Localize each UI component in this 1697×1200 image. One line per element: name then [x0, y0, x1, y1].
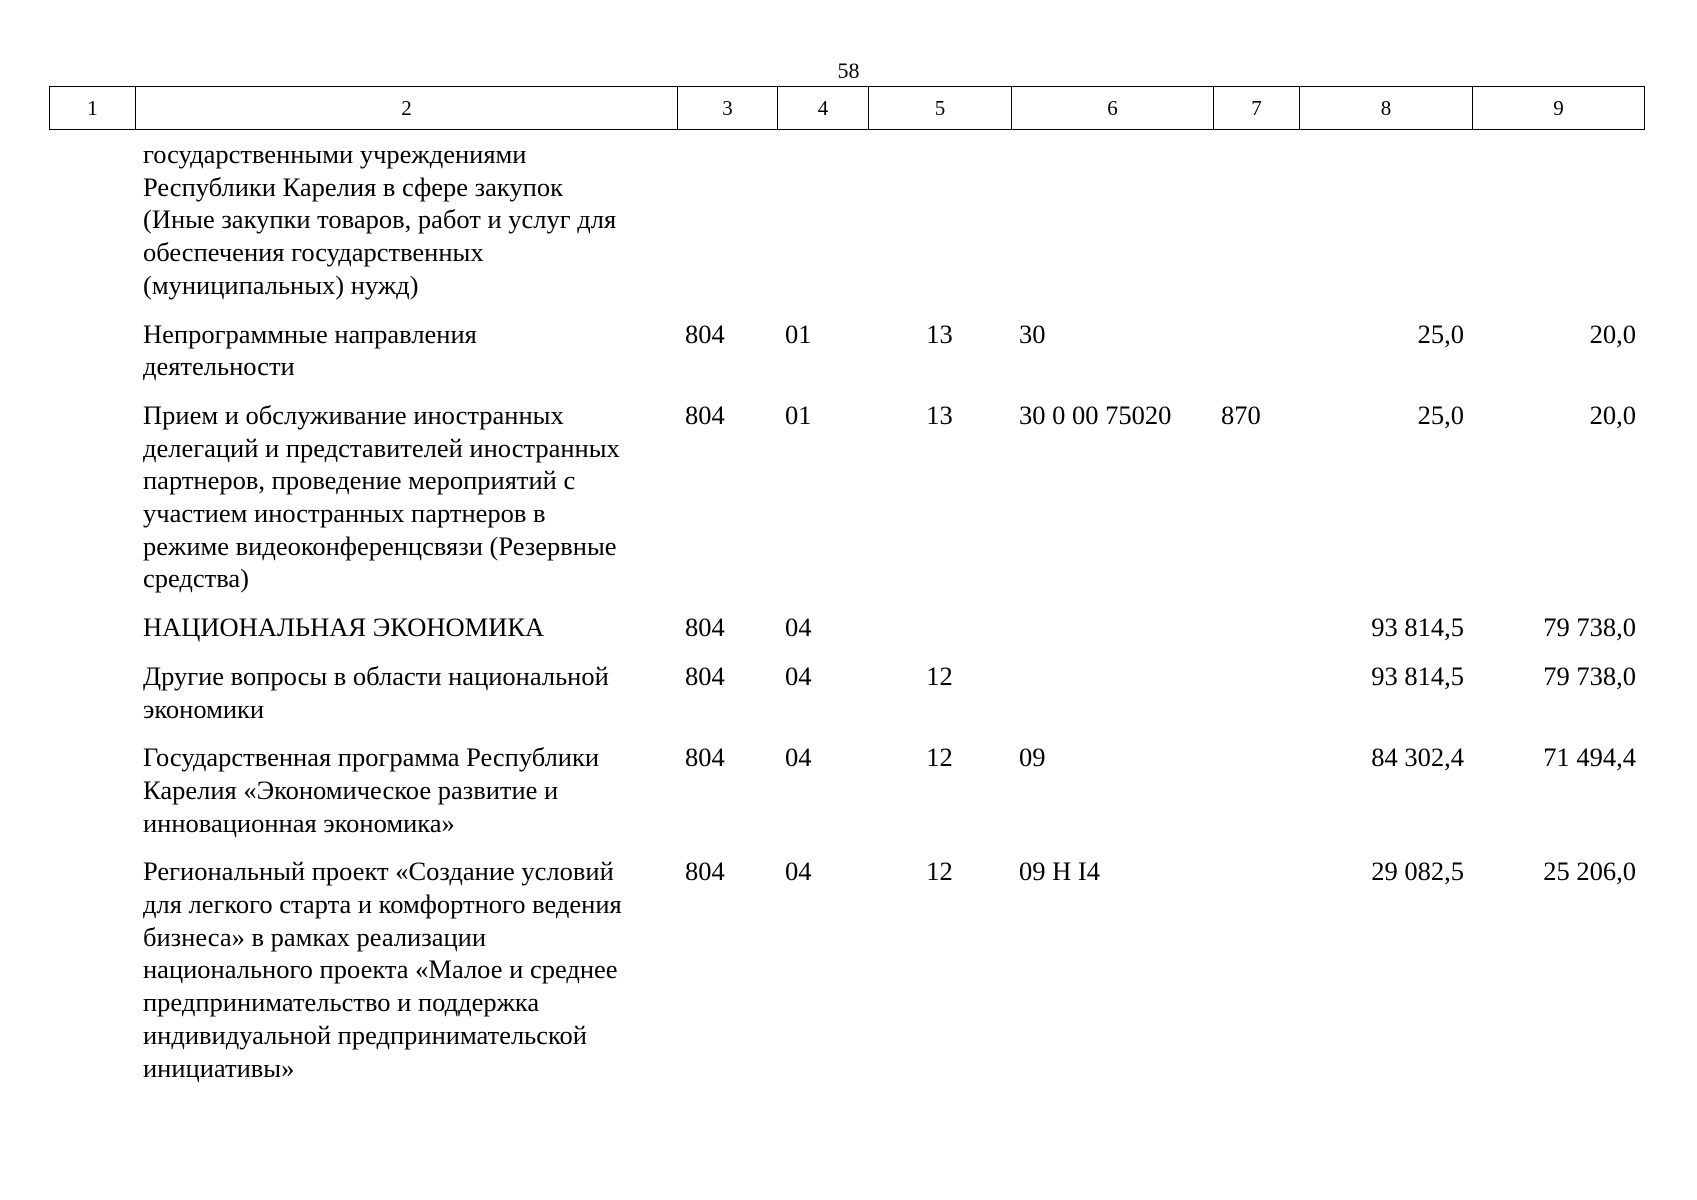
row-amount-year-2: 20,0	[1589, 318, 1636, 349]
table-row	[49, 611, 1644, 660]
header-col-2: 2	[136, 87, 678, 130]
row-amount-year-1: 25,0	[1417, 318, 1464, 349]
row-section-code: 04	[785, 660, 812, 691]
row-description: Непрограммные направления деятельности	[143, 318, 477, 382]
row-target-article	[1011, 660, 1213, 741]
table-row	[49, 399, 1644, 611]
header-col-9: 9	[1473, 87, 1645, 130]
row-description: Региональный проект «Создание условий для легкого старта и комфортного ведения бизнеса» в рамках реализации национального проекта «Малое и среднее предпринимательство и поддержка индивидуальной предпринимательской инициативы»	[143, 856, 622, 1083]
row-subsection-code: 12	[926, 742, 953, 773]
row-target-article: 09	[1019, 742, 1046, 773]
row-amount-year-2: 20,0	[1589, 399, 1636, 430]
row-amount-year-1: 25,0	[1417, 399, 1464, 430]
row-description: Другие вопросы в области национальной экономики	[143, 660, 609, 724]
row-target-article: 30	[1019, 318, 1046, 349]
row-amount-year-2: 25 206,0	[1543, 856, 1636, 887]
row-expense-type	[1213, 741, 1299, 855]
row-amount-year-2: 71 494,4	[1543, 742, 1636, 773]
row-description: Государственная программа Республики Карелия «Экономическое развитие и инновационная экономика»	[143, 742, 600, 838]
row-description: государственными учреждениями Республики Карелия в сфере закупок (Иные закупки товаров, работ и услуг для обеспечения государственных (муниципальных) нужд)	[143, 139, 617, 300]
table-row	[49, 855, 1644, 1100]
row-ministry-code: 804	[685, 660, 725, 691]
row-section-code: 04	[785, 856, 812, 887]
row-amount-year-1: 93 814,5	[1371, 660, 1464, 691]
table-row	[49, 660, 1644, 741]
header-col-8: 8	[1300, 87, 1473, 130]
row-ministry-code	[677, 138, 777, 318]
header-col-7: 7	[1214, 87, 1300, 130]
row-expense-type	[1213, 611, 1299, 660]
row-section-code: 01	[785, 318, 812, 349]
row-amount-year-2: 79 738,0	[1543, 660, 1636, 691]
row-ministry-code: 804	[685, 742, 725, 773]
row-expense-type	[1213, 855, 1299, 1100]
row-amount-year-1: 29 082,5	[1371, 856, 1464, 887]
row-subsection-code	[868, 138, 1011, 318]
budget-table	[49, 138, 1644, 1100]
row-expense-type: 870	[1221, 399, 1261, 430]
row-ministry-code: 804	[685, 318, 725, 349]
row-subsection-code: 12	[926, 856, 953, 887]
row-description: НАЦИОНАЛЬНАЯ ЭКОНОМИКА	[143, 612, 545, 643]
row-subsection-code: 13	[926, 318, 953, 349]
row-target-article	[1011, 611, 1213, 660]
row-section-code	[777, 138, 868, 318]
row-target-article	[1011, 138, 1213, 318]
row-subsection-code: 12	[926, 660, 953, 691]
row-expense-type	[1213, 138, 1299, 318]
row-target-article: 30 0 00 75020	[1019, 399, 1172, 430]
row-section-code: 04	[785, 742, 812, 773]
row-subsection-code: 13	[926, 399, 953, 430]
row-target-article: 09 Н I4	[1019, 856, 1100, 887]
row-expense-type	[1213, 660, 1299, 741]
row-ministry-code: 804	[685, 856, 725, 887]
row-ministry-code: 804	[685, 399, 725, 430]
header-col-5: 5	[869, 87, 1012, 130]
page-number: 58	[837, 58, 860, 83]
row-amount-year-1: 93 814,5	[1371, 612, 1464, 643]
table-row	[49, 138, 1644, 318]
header-col-1: 1	[50, 87, 136, 130]
row-amount-year-2: 79 738,0	[1543, 612, 1636, 643]
row-amount-year-1	[1299, 138, 1472, 318]
row-amount-year-2	[1472, 138, 1644, 318]
row-section-code: 01	[785, 399, 812, 430]
row-description: Прием и обслуживание иностранных делегаций и представителей иностранных партнеров, проведение мероприятий с участием иностранных партнеров в режиме видеоконференцсвязи (Резервные средства)	[143, 399, 620, 594]
row-subsection-code	[868, 611, 1011, 660]
header-col-3: 3	[678, 87, 778, 130]
table-row	[49, 741, 1644, 855]
row-section-code: 04	[785, 612, 812, 643]
header-col-4: 4	[778, 87, 869, 130]
row-ministry-code: 804	[685, 612, 725, 643]
column-number-header	[49, 86, 1645, 130]
table-row	[49, 318, 1644, 399]
header-col-6: 6	[1012, 87, 1214, 130]
header-row	[50, 87, 1645, 130]
row-expense-type	[1213, 318, 1299, 399]
row-amount-year-1: 84 302,4	[1371, 742, 1464, 773]
